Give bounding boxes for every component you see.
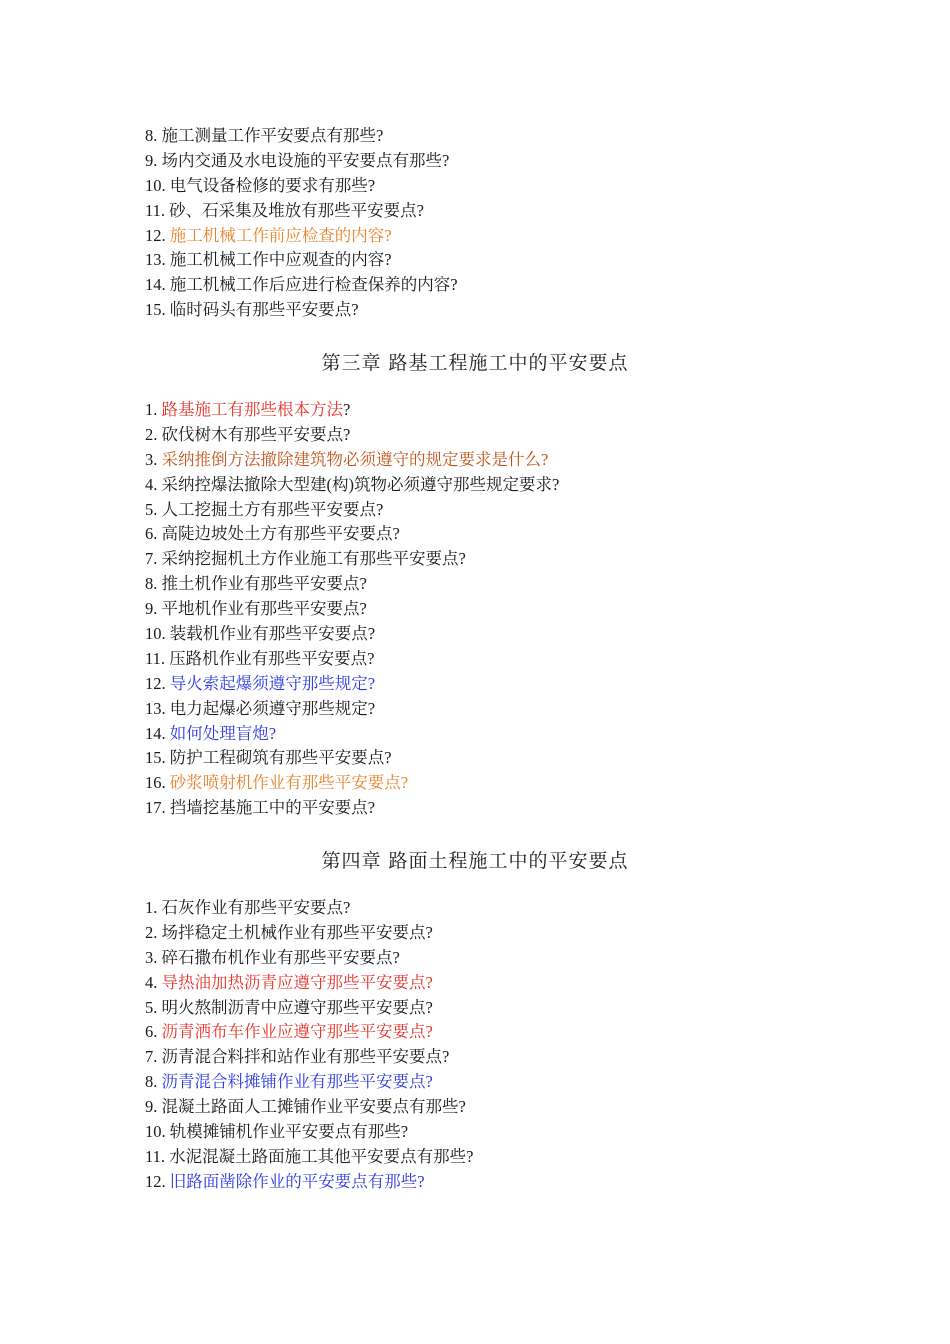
question-number: 13. — [145, 250, 166, 270]
question-number: 3. — [145, 947, 158, 967]
question-item — [145, 298, 458, 323]
question-item — [145, 1145, 473, 1170]
question-text: 施工机械工作中应观查的内容? — [169, 250, 392, 270]
question-item — [145, 149, 458, 174]
chapter3-question-list — [145, 398, 559, 821]
question-item — [145, 622, 559, 647]
question-item — [145, 672, 559, 697]
question-text: 如何处理盲炮? — [169, 723, 277, 743]
question-item — [145, 896, 473, 921]
question-text: 施工机械工作后应进行检查保养的内容? — [169, 275, 458, 295]
question-item — [145, 1120, 473, 1145]
question-item — [145, 448, 559, 473]
question-number: 9. — [145, 1097, 158, 1117]
question-number: 4. — [145, 972, 158, 992]
question-text: 旧路面凿除作业的平安要点有那些? — [169, 1171, 425, 1191]
question-number: 12. — [145, 673, 166, 693]
question-item — [145, 547, 559, 572]
question-number: 6. — [145, 1022, 158, 1042]
question-item — [145, 522, 559, 547]
question-text: 高陡边坡处土方有那些平安要点? — [161, 524, 400, 544]
question-item — [145, 921, 473, 946]
question-text: 沥青混合料摊铺作业有那些平安要点? — [161, 1072, 433, 1092]
question-number: 14. — [145, 723, 166, 743]
question-text: 人工挖掘土方有那些平安要点? — [161, 499, 384, 519]
question-text: 砍伐树木有那些平安要点? — [161, 424, 351, 444]
question-number: 1. — [145, 898, 158, 917]
question-number: 7. — [145, 549, 158, 569]
question-item — [145, 647, 559, 672]
question-text: 轨模摊铺机作业平安要点有那些? — [169, 1122, 409, 1142]
question-item — [145, 1070, 473, 1095]
question-item — [145, 746, 559, 771]
question-text: 装载机作业有那些平安要点? — [169, 624, 376, 644]
question-number: 5. — [145, 499, 158, 519]
question-number: 9. — [145, 150, 158, 170]
question-item — [145, 398, 559, 423]
question-item — [145, 697, 559, 722]
question-item — [145, 199, 458, 224]
question-text: 电力起爆必须遵守那些规定? — [169, 698, 376, 718]
question-item — [145, 1020, 473, 1045]
question-text: 导热油加热沥青应遵守那些平安要点? — [161, 972, 433, 992]
question-number: 12. — [145, 1171, 166, 1191]
question-number: 6. — [145, 524, 158, 544]
chapter3-heading: 第三章 路基工程施工中的平安要点 — [321, 352, 629, 374]
question-item — [145, 1045, 473, 1070]
question-number: 2. — [145, 424, 158, 444]
chapter4-question-list — [145, 896, 473, 1195]
question-item — [145, 771, 559, 796]
question-text: 防护工程砌筑有那些平安要点? — [169, 748, 392, 768]
question-number: 14. — [145, 275, 166, 295]
question-item — [145, 498, 559, 523]
question-number: 16. — [145, 773, 166, 793]
question-number: 7. — [145, 1047, 158, 1067]
question-text: 路基施工有那些根本方法 — [161, 400, 343, 419]
question-text: 施工机械工作前应检查的内容? — [169, 225, 392, 245]
question-text: 施工测量工作平安要点有那些? — [161, 126, 384, 145]
question-suffix: ? — [343, 400, 351, 419]
question-text: 采纳控爆法撤除大型建(构)筑物必须遵守那些规定要求? — [161, 474, 560, 494]
question-text: 临时码头有那些平安要点? — [169, 300, 359, 320]
question-text: 导火索起爆须遵守那些规定? — [169, 673, 376, 693]
question-text: 场拌稳定土机械作业有那些平安要点? — [161, 922, 433, 942]
question-item — [145, 124, 458, 149]
question-number: 11. — [145, 200, 166, 220]
question-item — [145, 722, 559, 747]
chapter2-question-list — [145, 124, 458, 323]
question-text: 砂、石采集及堆放有那些平安要点? — [169, 200, 424, 220]
question-number: 10. — [145, 1122, 166, 1142]
question-number: 15. — [145, 748, 166, 768]
question-item — [145, 971, 473, 996]
question-item — [145, 273, 458, 298]
question-text: 采纳推倒方法撤除建筑物必须遵守的规定要求是什么? — [161, 449, 549, 469]
question-text: 混凝土路面人工摊铺作业平安要点有那些? — [161, 1097, 466, 1117]
question-item — [145, 996, 473, 1021]
question-item — [145, 423, 559, 448]
question-number: 13. — [145, 698, 166, 718]
question-number: 9. — [145, 599, 158, 619]
question-text: 压路机作业有那些平安要点? — [169, 648, 375, 668]
question-text: 场内交通及水电设施的平安要点有那些? — [161, 150, 450, 170]
question-item — [145, 796, 559, 821]
question-item — [145, 1095, 473, 1120]
question-text: 沥青混合料拌和站作业有那些平安要点? — [161, 1047, 450, 1067]
question-number: 11. — [145, 648, 166, 668]
question-text: 明火熬制沥青中应遵守那些平安要点? — [161, 997, 433, 1017]
question-item — [145, 174, 458, 199]
question-number: 8. — [145, 1072, 158, 1092]
question-item — [145, 572, 559, 597]
question-number: 17. — [145, 798, 166, 818]
question-number: 1. — [145, 400, 158, 419]
question-text: 电气设备检修的要求有那些? — [169, 175, 376, 195]
question-item — [145, 946, 473, 971]
question-text: 碎石撒布机作业有那些平安要点? — [161, 947, 400, 967]
question-number: 8. — [145, 126, 158, 145]
question-number: 10. — [145, 624, 166, 644]
question-number: 10. — [145, 175, 166, 195]
question-number: 4. — [145, 474, 158, 494]
question-number: 11. — [145, 1146, 166, 1166]
question-number: 2. — [145, 922, 158, 942]
question-text: 挡墙挖基施工中的平安要点? — [169, 798, 376, 818]
question-text: 砂浆喷射机作业有那些平安要点? — [169, 773, 409, 793]
question-number: 5. — [145, 997, 158, 1017]
chapter4-heading: 第四章 路面土程施工中的平安要点 — [321, 850, 629, 872]
question-item — [145, 224, 458, 249]
question-item — [145, 473, 559, 498]
question-number: 15. — [145, 300, 166, 320]
question-item — [145, 597, 559, 622]
question-text: 推土机作业有那些平安要点? — [161, 574, 367, 594]
question-text: 水泥混凝土路面施工其他平安要点有那些? — [169, 1146, 474, 1166]
question-number: 12. — [145, 225, 166, 245]
question-item — [145, 248, 458, 273]
question-number: 3. — [145, 449, 158, 469]
question-text: 石灰作业有那些平安要点? — [161, 898, 351, 917]
question-text: 平地机作业有那些平安要点? — [161, 599, 367, 619]
question-text: 采纳挖掘机土方作业施工有那些平安要点? — [161, 549, 466, 569]
question-number: 8. — [145, 574, 158, 594]
question-item — [145, 1170, 473, 1195]
question-text: 沥青洒布车作业应遵守那些平安要点? — [161, 1022, 433, 1042]
